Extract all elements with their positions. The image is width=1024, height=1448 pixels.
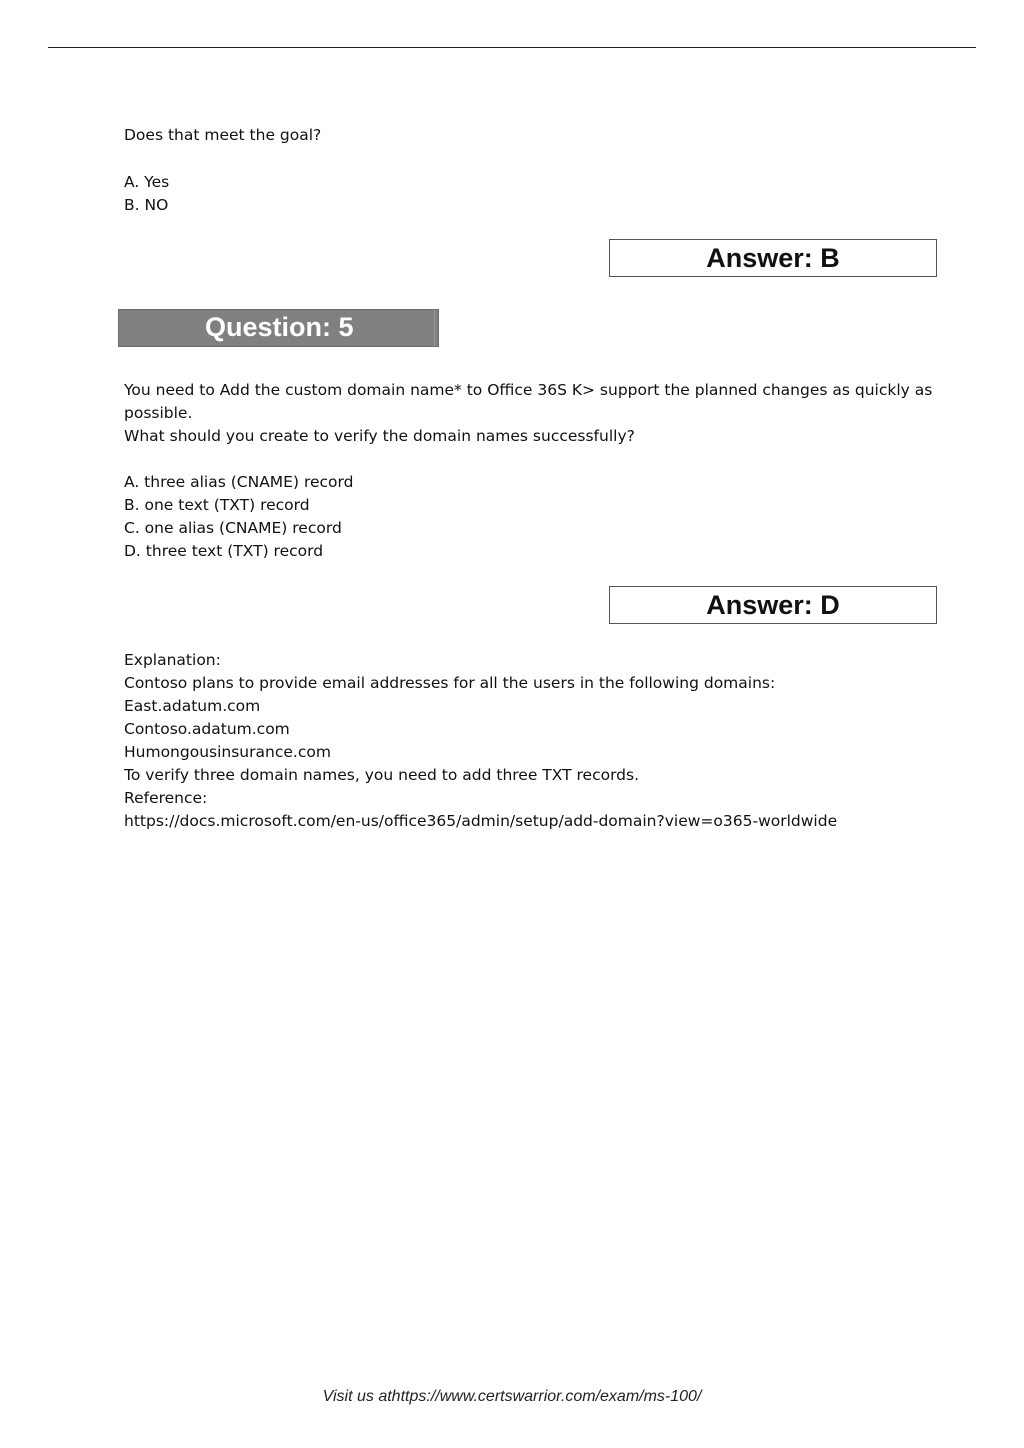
prev-answer-box: [609, 239, 937, 277]
answer-box: [609, 586, 937, 624]
question-banner: [118, 309, 439, 347]
explanation-line: Contoso plans to provide email addresses for all the users in the following domains:: [124, 674, 776, 692]
explanation-conclusion: To verify three domain names, you need to add three TXT records.: [124, 766, 640, 784]
question-text-line-3: What should you create to verify the domain names successfully?: [124, 427, 635, 445]
explanation-domain-humongous: Humongousinsurance.com: [124, 743, 331, 761]
header-rule: [48, 47, 976, 48]
explanation-domain-contoso: Contoso.adatum.com: [124, 720, 290, 738]
explanation-heading: Explanation:: [124, 651, 221, 669]
reference-label: Reference:: [124, 789, 208, 807]
question-text-line-1: You need to Add the custom domain name* to Office 36S K> support the planned changes as quickly as: [124, 381, 933, 399]
reference-url: https://docs.microsoft.com/en-us/office365/admin/setup/add-domain?view=o365-worldwide: [124, 812, 838, 830]
option-c: C. one alias (CNAME) record: [124, 519, 342, 537]
prev-option-a: A. Yes: [124, 173, 170, 191]
banner-edge: [434, 310, 435, 346]
question-heading: Question: 5: [205, 312, 354, 342]
option-d: D. three text (TXT) record: [124, 542, 324, 560]
question-text-line-2: possible.: [124, 404, 193, 422]
prev-answer-label: Answer: B: [706, 242, 840, 273]
answer-label: Answer: D: [706, 589, 840, 620]
option-a: A. three alias (CNAME) record: [124, 473, 354, 491]
explanation-domain-east: East.adatum.com: [124, 697, 261, 715]
prev-question-prompt: Does that meet the goal?: [124, 126, 322, 144]
footer-visit-link: Visit us athttps://www.certswarrior.com/exam/ms-100/: [322, 1388, 702, 1405]
option-b: B. one text (TXT) record: [124, 496, 310, 514]
prev-option-b: B. NO: [124, 196, 169, 214]
